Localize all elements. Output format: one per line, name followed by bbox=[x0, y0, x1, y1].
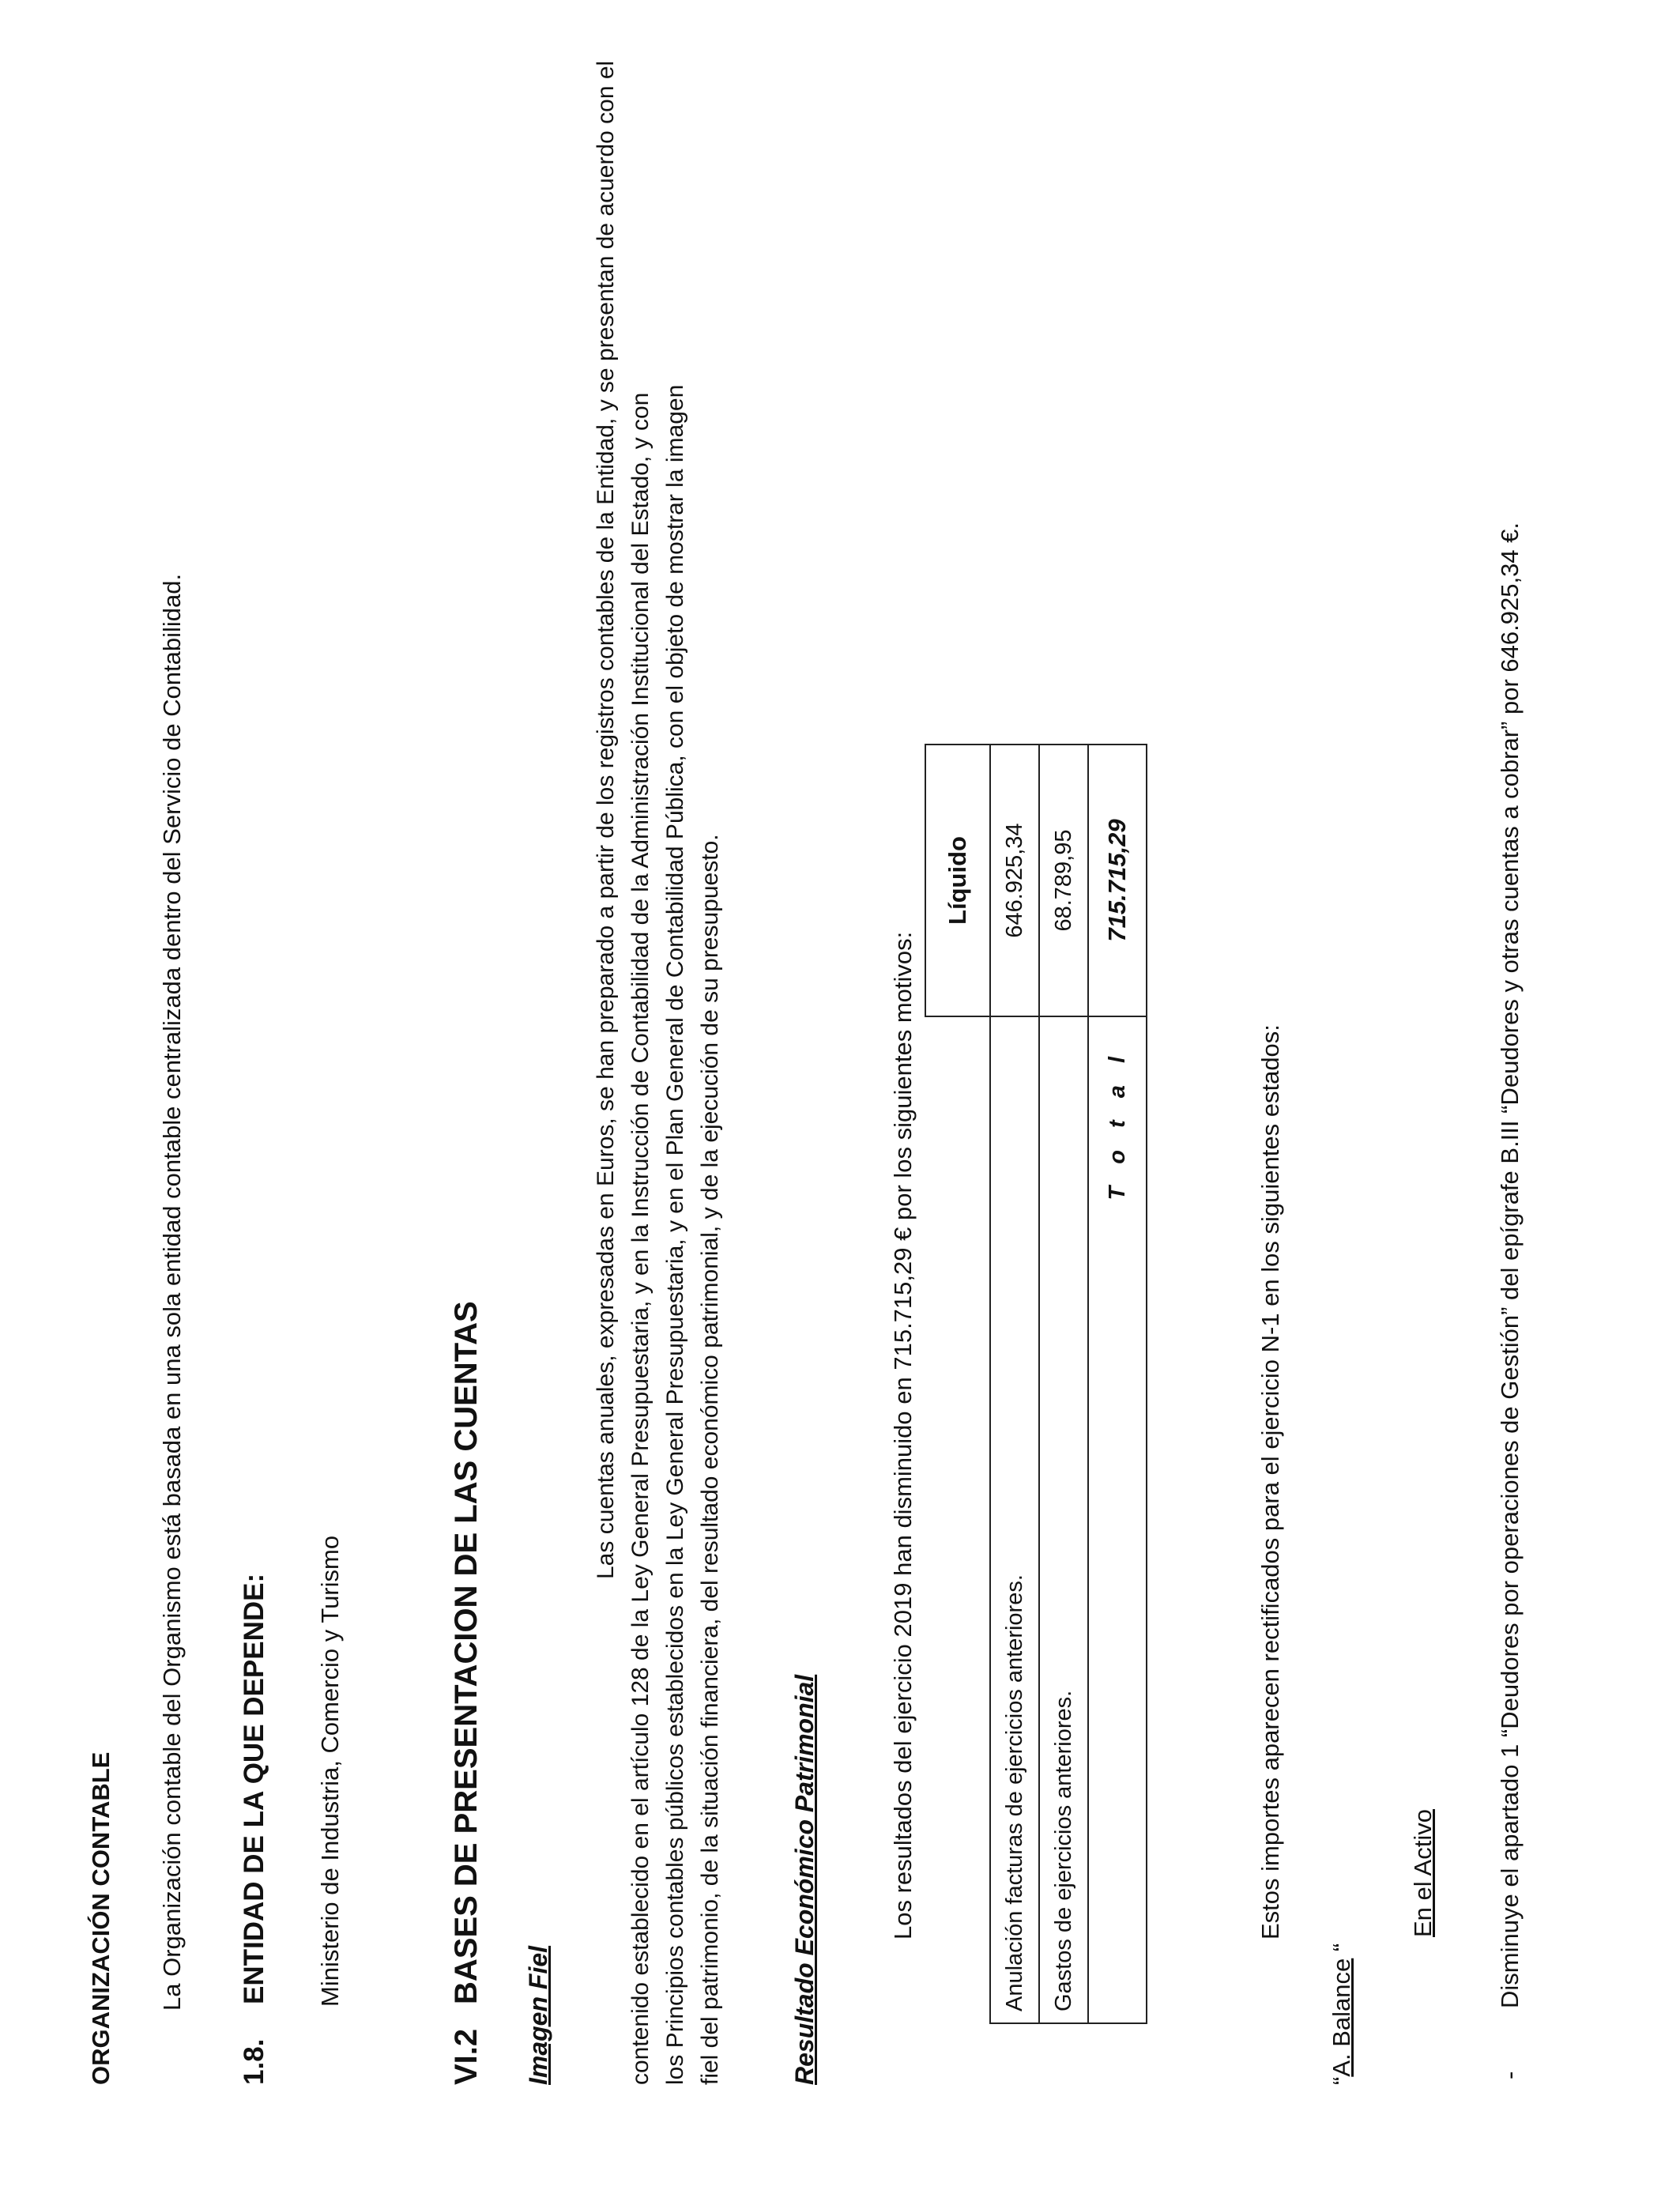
paragraph-line: fiel del patrimonio, de la situación financiera, del resultado económico patrimonial, y de la ejecución de su presupuesto. bbox=[697, 834, 723, 2085]
resultado-heading: Resultado Económico Patrimonial bbox=[790, 1674, 819, 2085]
total-row bbox=[1088, 745, 1147, 2023]
row-label: Gastos de ejercicios anteriores. bbox=[1039, 1016, 1088, 2023]
organizacion-text: La Organización contable del Organismo está basada en una sola entidad contable centralizada dentro del Servicio de Contabilidad. bbox=[158, 573, 186, 2011]
resultado-intro: Los resultados del ejercicio 2019 han disminuido en 715.715,29 € por los siguientes motivos: bbox=[889, 931, 917, 1940]
bullet-dash: - bbox=[1496, 2071, 1524, 2079]
total-value: 715.715,29 bbox=[1088, 745, 1147, 1016]
imagen-fiel-paragraph bbox=[589, 30, 728, 2085]
total-label: T o t a l bbox=[1088, 1016, 1147, 2023]
paragraph-line: Las cuentas anuales, expresadas en Euros, se han preparado a partir de los registros contables de la Entidad, y se presentan de acuerdo con el bbox=[593, 60, 619, 1579]
section-number: 1.8. bbox=[239, 2038, 269, 2085]
row-value: 68.789,95 bbox=[1039, 745, 1088, 1016]
ministerio-text: Ministerio de Industria, Comercio y Turismo bbox=[316, 1535, 344, 2007]
resultado-table bbox=[925, 744, 1147, 2024]
row-value: 646.925,34 bbox=[990, 745, 1039, 1016]
section-title: BASES DE PRESENTACION DE LAS CUENTAS bbox=[449, 1301, 484, 2004]
paragraph-line: los Principios contables públicos establecidos en la Ley General Presupuestaria, y en el Plan General de Contabilidad Pública, con el objeto de mostrar la imagen bbox=[662, 384, 688, 2085]
table-row bbox=[990, 745, 1039, 2023]
liquido-header: Líquido bbox=[925, 745, 990, 1016]
empty-header-cell bbox=[925, 1016, 990, 2023]
imagen-fiel-heading: Imagen Fiel bbox=[524, 1945, 552, 2085]
balance-heading bbox=[1328, 1943, 1356, 2085]
table-header-row bbox=[925, 745, 990, 2023]
activo-heading: En el Activo bbox=[1409, 1809, 1437, 1937]
organizacion-heading: ORGANIZACIÓN CONTABLE bbox=[87, 1751, 115, 2085]
table-row bbox=[1039, 745, 1088, 2023]
close-quote: “ bbox=[1328, 1943, 1355, 1958]
balance-label: A. Balance bbox=[1328, 1958, 1355, 2077]
rectificados-intro: Estos importes aparecen rectificados para el ejercicio N-1 en los siguientes estados: bbox=[1256, 1024, 1284, 1940]
section-title: ENTIDAD DE LA QUE DEPENDE: bbox=[239, 1573, 269, 2004]
section-number: VI.2 bbox=[449, 2028, 484, 2085]
paragraph-line: contenido establecido en el artículo 128 de la Ley General Presupuestaria, y en la Instrucción de Contabilidad de la Administración Institucional del Estado, y con bbox=[627, 392, 654, 2085]
row-label: Anulación facturas de ejercicios anteriores. bbox=[990, 1016, 1039, 2023]
open-quote: “ bbox=[1328, 2076, 1355, 2085]
bullet-text: Disminuye el apartado 1 “Deudores por operaciones de Gestión” del epígrafe B.III “Deudores y otras cuentas a cobrar” por 646.925,34 €. bbox=[1496, 522, 1524, 2008]
